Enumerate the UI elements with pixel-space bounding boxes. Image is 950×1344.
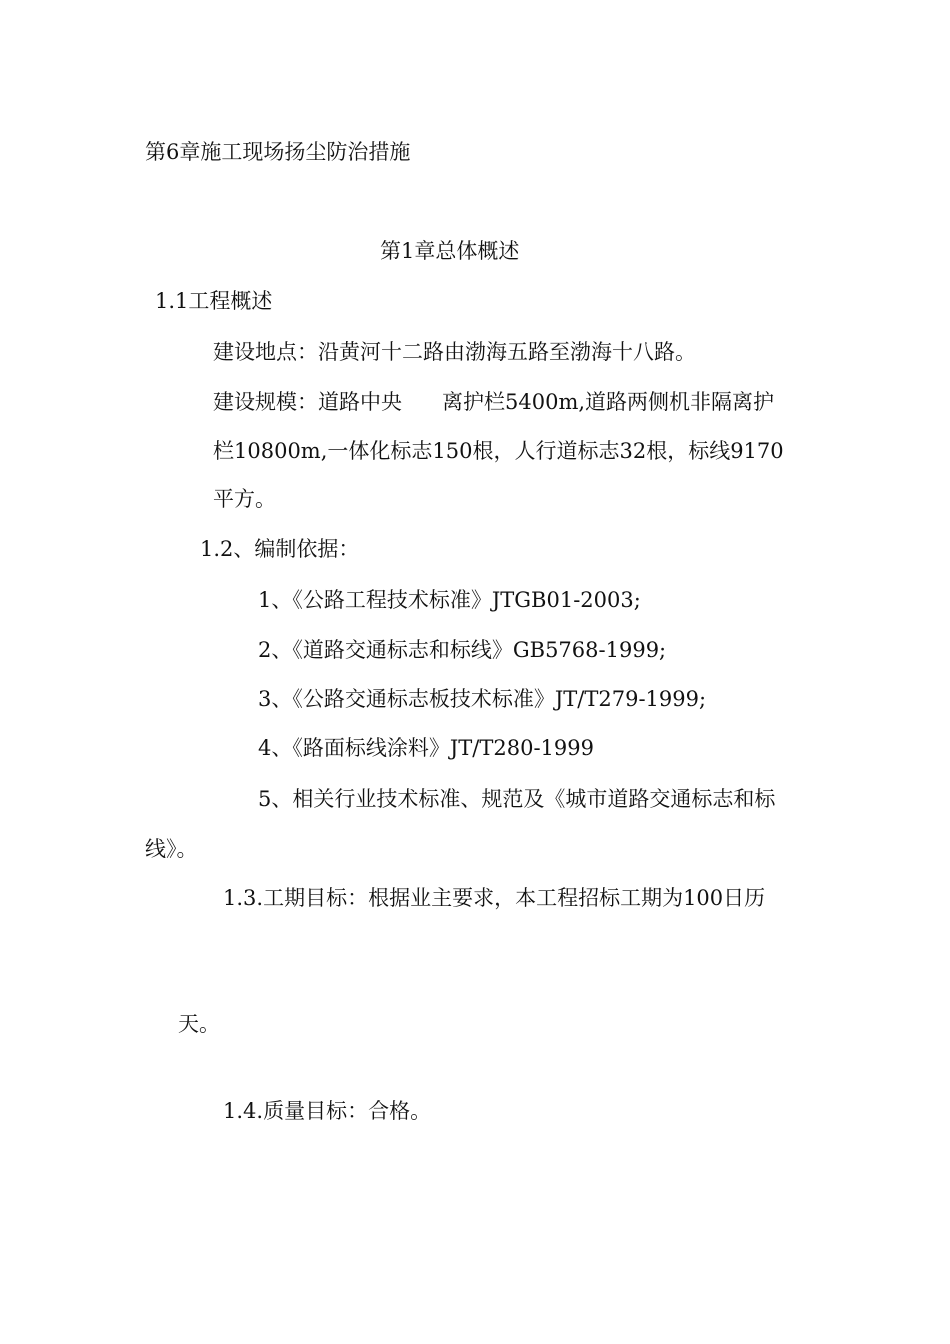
scale-text-b: 离护栏5400m,道路两侧机非隔离护: [442, 390, 775, 414]
reference-item: 4、《路面标线涂料》JT/T280-1999: [258, 736, 594, 760]
paragraph-location: 建设地点：沿黄河十二路由渤海五路至渤海十八路。: [213, 340, 696, 364]
paragraph-scale-line-3: 平方。: [213, 487, 276, 511]
reference-item: 3、《公路交通标志板技术标准》JT/T279-1999;: [258, 687, 707, 711]
section-heading-1-1: 1.1工程概述: [155, 289, 273, 313]
reference-item: 5、相关行业技术标准、规范及《城市道路交通标志和标: [258, 787, 776, 811]
section-heading-1-2: 1.2、编制依据：: [200, 537, 360, 561]
toc-line: 第6章施工现场扬尘防治措施: [145, 140, 411, 164]
schedule-target-line-2: 天。: [178, 1012, 220, 1036]
reference-item: 1、《公路工程技术标准》JTGB01-2003;: [258, 588, 641, 612]
scale-text-a: 建设规模：道路中央: [213, 390, 402, 414]
paragraph-scale-line-2: 栏10800m,一体化标志150根，人行道标志32根，标线9170: [213, 439, 784, 463]
chapter-title: 第1章总体概述: [380, 239, 520, 263]
quality-target: 1.4.质量目标：合格。: [223, 1099, 432, 1123]
reference-item: 2、《道路交通标志和标线》GB5768-1999;: [258, 638, 667, 662]
schedule-target-line-1: 1.3.工期目标：根据业主要求，本工程招标工期为100日历: [223, 886, 766, 910]
reference-item-continuation: 线》。: [145, 837, 198, 861]
paragraph-scale-line-1: [213, 388, 774, 416]
